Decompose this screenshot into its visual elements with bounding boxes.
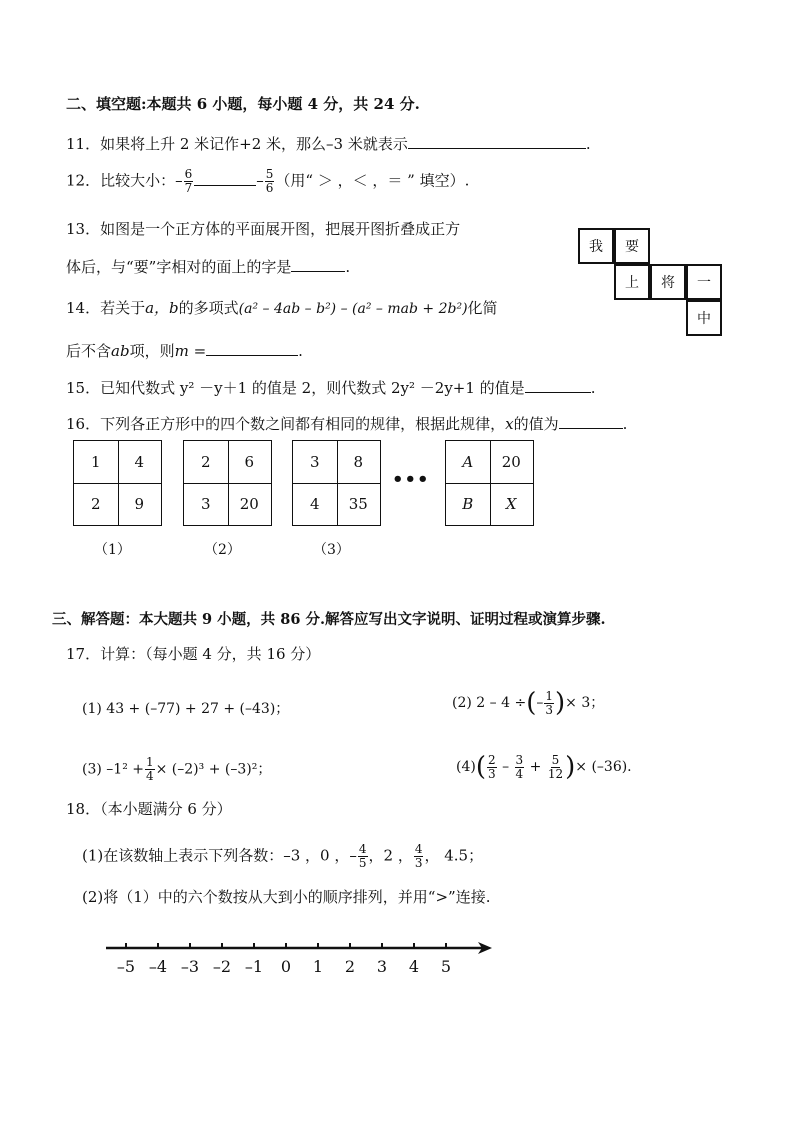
variables: a，b	[145, 299, 179, 317]
q17-part-4: (4)( $\frac{2}{3}$ – $\frac{3}{4}$ + $\frac{5}{12}$ )× (–36).	[456, 752, 632, 782]
expr-right: × (–36).	[575, 759, 632, 775]
numerator: 1	[145, 755, 154, 769]
numerator: 2	[488, 752, 496, 767]
question-13-line-1	[66, 218, 460, 239]
fraction-five-sixths	[265, 168, 275, 195]
fraction-one-quarter	[145, 756, 155, 783]
denominator: 3	[488, 766, 496, 781]
cell-bottom-right: X	[505, 495, 517, 513]
period: .	[345, 258, 351, 276]
denominator: 3	[414, 856, 423, 870]
period: .	[590, 379, 596, 397]
denominator: 3	[545, 702, 553, 717]
denominator: 4	[515, 766, 524, 781]
net-face-yao: 要	[614, 228, 650, 264]
question-text: 体后，与“要”字相对的面上的字是	[66, 258, 292, 276]
numerator: 4	[358, 842, 367, 856]
denominator: 7	[184, 181, 193, 195]
answer-blank[interactable]	[525, 378, 591, 393]
cell-top-left: 3	[309, 453, 320, 471]
fraction-one-third	[544, 690, 554, 717]
expr-right: × (–2)³ + (–3)²；	[155, 761, 272, 778]
polynomial-expression: (a² – 4ab – b²) – (a² – mab + 2b²)	[238, 301, 468, 317]
answer-blank[interactable]	[408, 134, 586, 149]
cell-bottom-left: B	[462, 495, 474, 513]
q17-part-1: (1) 43 + (–77) + 27 + (–43)；	[82, 701, 290, 717]
number-square-2	[183, 440, 272, 526]
question-text: 后不含	[66, 342, 112, 360]
cell-top-left: 1	[90, 453, 101, 471]
number-square-3	[292, 440, 381, 526]
part-label: (4)	[456, 759, 476, 775]
question-number: 12．	[66, 171, 101, 190]
cell-bottom-right: 20	[239, 495, 259, 513]
denominator: 5	[358, 856, 367, 870]
variable-ab: ab	[111, 342, 130, 360]
expr-right: × 3；	[565, 695, 605, 711]
question-text: 下列各正方形中的四个数之间都有相同的规律，根据此规律，	[100, 415, 506, 433]
fraction-four-thirds	[414, 843, 424, 870]
question-text: 已知代数式 y² －y＋1 的值是 2，则代数式 2y² －2y+1 的值是	[100, 379, 525, 397]
number-square-1	[73, 440, 162, 526]
question-14-line-1	[66, 297, 498, 318]
question-text: （本小题满分 6 分）	[100, 800, 232, 818]
fraction-five-twelfths	[547, 754, 564, 781]
question-text: 化简	[467, 299, 498, 317]
question-17-title	[66, 643, 320, 664]
cell-top-left: 2	[200, 453, 211, 471]
question-number: 15．	[66, 379, 101, 397]
question-16	[66, 413, 627, 434]
q17-part-2: (2) 2 – 4 ÷(– $\frac{1}{3}$ )× 3；	[452, 688, 605, 718]
tick-label: –2	[212, 957, 232, 976]
q18-part-2: (2)将（1）中的六个数按从大到小的顺序排列，并用“>”连接.	[82, 888, 491, 906]
denominator: 6	[265, 181, 274, 195]
cell-top-left: A	[462, 453, 474, 471]
section-3-heading: 三、解答题：本大题共 9 小题，共 86 分.解答应写出文字说明、证明过程或演算步骤.	[52, 611, 606, 628]
numerator: 5	[265, 167, 274, 181]
answer-blank[interactable]	[206, 341, 298, 356]
cell-top-right: 4	[134, 453, 145, 471]
tick-label: –3	[180, 957, 200, 976]
cell-bottom-right: 9	[134, 495, 145, 513]
question-number: 16．	[66, 415, 101, 433]
tick-label: –1	[244, 957, 264, 976]
question-13-line-2	[66, 256, 350, 277]
tick-label: 3	[376, 957, 388, 976]
numerator: 5	[551, 752, 560, 767]
cell-bottom-left: 3	[200, 495, 211, 513]
fraction-six-sevenths	[184, 168, 194, 195]
number-line-diagram	[100, 935, 500, 985]
fraction-four-fifths	[358, 843, 368, 870]
q18-part-1	[82, 843, 483, 870]
cell-bottom-left: 2	[90, 495, 101, 513]
period: .	[622, 415, 628, 433]
tick-label: 1	[312, 957, 324, 976]
expr-left: (2) 2 – 4 ÷	[452, 695, 527, 711]
cell-top-right: 6	[244, 453, 255, 471]
cell-top-right: 8	[353, 453, 364, 471]
square-label-1: （1）	[94, 542, 131, 558]
square-label-3: （3）	[313, 542, 350, 558]
cell-bottom-right: 35	[348, 495, 368, 513]
expr-left: (3) –1² +	[82, 761, 144, 778]
net-face-jiang: 将	[650, 264, 686, 300]
denominator: 12	[547, 766, 564, 781]
denominator: 4	[145, 769, 154, 783]
tick-label: 0	[280, 957, 292, 976]
question-text: 计算：（每小题 4 分，共 16 分）	[100, 645, 321, 663]
question-15	[66, 377, 595, 398]
question-text: 项，则	[129, 342, 175, 360]
question-14-line-2	[66, 340, 303, 361]
question-11	[66, 133, 591, 154]
axis-tick-labels	[117, 957, 451, 976]
q17-part-3	[82, 756, 271, 783]
tick-label: 5	[440, 957, 452, 976]
part-text: ， 4.5；	[424, 846, 484, 865]
answer-blank[interactable]	[291, 257, 345, 272]
period: .	[585, 135, 591, 153]
minus-sign: –	[349, 846, 357, 865]
numerator: 1	[545, 688, 553, 703]
net-face-zhong: 中	[686, 300, 722, 336]
square-label-2: （2）	[204, 542, 241, 558]
tick-label: 2	[344, 957, 356, 976]
cell-top-right: 20	[501, 453, 521, 471]
answer-blank[interactable]	[559, 414, 623, 429]
numerator: 3	[515, 752, 524, 767]
question-number: 14．	[66, 299, 101, 317]
tick-label: –5	[116, 957, 136, 976]
net-face-shang: 上	[614, 264, 650, 300]
question-text: 若关于	[100, 299, 146, 317]
part-text: ，2 ，	[368, 846, 413, 865]
question-text: 如图是一个正方体的平面展开图，把展开图折叠成正方	[100, 220, 461, 238]
number-square-4	[445, 440, 534, 526]
minus-sign: –	[256, 171, 264, 190]
tick-label: 4	[408, 957, 420, 976]
question-18-title	[66, 798, 232, 819]
variable-x: x	[505, 415, 514, 433]
section-2-heading: 二、填空题:本题共 6 小题，每小题 4 分，共 24 分.	[66, 95, 420, 113]
answer-blank[interactable]	[194, 171, 256, 186]
numerator: 4	[414, 842, 423, 856]
net-face-yi: 一	[686, 264, 722, 300]
cell-bottom-left: 4	[309, 495, 320, 513]
period: .	[298, 342, 303, 360]
fraction-three-quarters	[515, 754, 525, 781]
net-face-wo: 我	[578, 228, 614, 264]
question-suffix: （用“ ＞ ，＜ ，＝ ” 填空）.	[275, 171, 470, 190]
question-number: 11．	[66, 135, 101, 153]
variable-m: m =	[174, 342, 207, 360]
tick-label: –4	[148, 957, 168, 976]
question-number: 13．	[66, 220, 101, 238]
question-number: 18．	[66, 800, 101, 818]
ellipsis-dots: •••	[392, 469, 430, 490]
question-prefix: 比较大小：	[100, 171, 176, 190]
question-number: 17．	[66, 645, 101, 663]
minus-sign: –	[175, 171, 183, 190]
part-text: (1)在该数轴上表示下列各数：–3 ，0 ，	[82, 846, 350, 865]
question-text: 的多项式	[178, 299, 239, 317]
question-text: 的值为	[513, 415, 559, 433]
question-text: 如果将上升 2 米记作+2 米，那么–3 米就表示	[100, 135, 408, 153]
question-12	[66, 168, 469, 195]
numerator: 6	[184, 167, 193, 181]
fraction-two-thirds	[487, 754, 497, 781]
